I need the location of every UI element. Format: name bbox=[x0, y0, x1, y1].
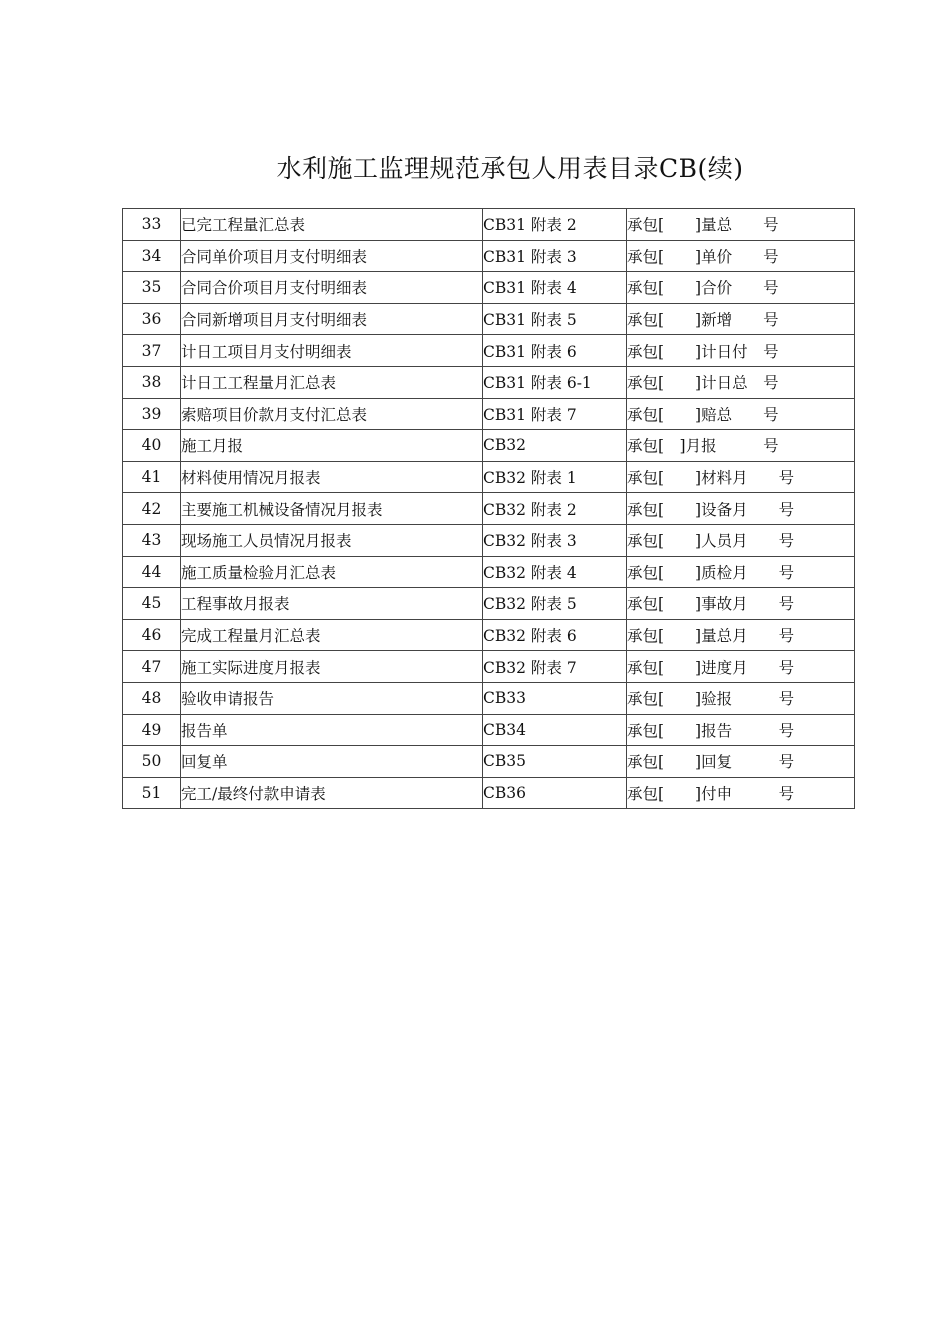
table-row bbox=[123, 209, 855, 241]
catalog-body bbox=[123, 209, 855, 809]
form-name: 材料使用情况月报表 bbox=[181, 461, 483, 493]
form-name: 合同合价项目月支付明细表 bbox=[181, 272, 483, 304]
form-name: 计日工项目月支付明细表 bbox=[181, 335, 483, 367]
row-number: 38 bbox=[123, 366, 181, 398]
form-name: 主要施工机械设备情况月报表 bbox=[181, 493, 483, 525]
row-number: 42 bbox=[123, 493, 181, 525]
table-row bbox=[123, 366, 855, 398]
row-number: 34 bbox=[123, 240, 181, 272]
form-code: CB32 附表 3 bbox=[483, 524, 627, 556]
table-row bbox=[123, 493, 855, 525]
table-row bbox=[123, 240, 855, 272]
form-name: 完成工程量月汇总表 bbox=[181, 619, 483, 651]
form-number-format: 承包[ ]报告 号 bbox=[627, 714, 855, 746]
form-name: 索赔项目价款月支付汇总表 bbox=[181, 398, 483, 430]
form-name: 合同单价项目月支付明细表 bbox=[181, 240, 483, 272]
table-row bbox=[123, 651, 855, 683]
table-row bbox=[123, 461, 855, 493]
table-row bbox=[123, 619, 855, 651]
form-number-format: 承包[ ]付申 号 bbox=[627, 777, 855, 809]
row-number: 33 bbox=[123, 209, 181, 241]
form-name: 已完工程量汇总表 bbox=[181, 209, 483, 241]
table-row bbox=[123, 714, 855, 746]
form-name: 计日工工程量月汇总表 bbox=[181, 366, 483, 398]
form-name: 现场施工人员情况月报表 bbox=[181, 524, 483, 556]
form-number-format: 承包[ ]进度月 号 bbox=[627, 651, 855, 683]
form-code: CB32 附表 5 bbox=[483, 588, 627, 620]
table-row bbox=[123, 777, 855, 809]
form-code: CB36 bbox=[483, 777, 627, 809]
table-row bbox=[123, 524, 855, 556]
form-code: CB34 bbox=[483, 714, 627, 746]
form-number-format: 承包[ ]质检月 号 bbox=[627, 556, 855, 588]
form-code: CB31 附表 2 bbox=[483, 209, 627, 241]
form-number-format: 承包[ ]材料月 号 bbox=[627, 461, 855, 493]
form-number-format: 承包[ ]计日付 号 bbox=[627, 335, 855, 367]
table-row bbox=[123, 303, 855, 335]
form-name: 完工/最终付款申请表 bbox=[181, 777, 483, 809]
form-code: CB31 附表 7 bbox=[483, 398, 627, 430]
form-code: CB31 附表 6-1 bbox=[483, 366, 627, 398]
row-number: 47 bbox=[123, 651, 181, 683]
row-number: 50 bbox=[123, 746, 181, 778]
form-number-format: 承包[ ]单价 号 bbox=[627, 240, 855, 272]
form-code: CB31 附表 5 bbox=[483, 303, 627, 335]
form-name: 合同新增项目月支付明细表 bbox=[181, 303, 483, 335]
form-code: CB32 附表 1 bbox=[483, 461, 627, 493]
row-number: 41 bbox=[123, 461, 181, 493]
table-row bbox=[123, 556, 855, 588]
form-code: CB31 附表 3 bbox=[483, 240, 627, 272]
form-code: CB32 附表 2 bbox=[483, 493, 627, 525]
form-name: 施工质量检验月汇总表 bbox=[181, 556, 483, 588]
form-name: 回复单 bbox=[181, 746, 483, 778]
form-code: CB33 bbox=[483, 682, 627, 714]
row-number: 51 bbox=[123, 777, 181, 809]
form-code: CB32 附表 6 bbox=[483, 619, 627, 651]
form-number-format: 承包[ ]验报 号 bbox=[627, 682, 855, 714]
table-row bbox=[123, 335, 855, 367]
form-code: CB32 bbox=[483, 430, 627, 462]
form-code: CB35 bbox=[483, 746, 627, 778]
form-number-format: 承包[ ]设备月 号 bbox=[627, 493, 855, 525]
form-number-format: 承包[ ]回复 号 bbox=[627, 746, 855, 778]
form-name: 施工月报 bbox=[181, 430, 483, 462]
table-row bbox=[123, 746, 855, 778]
table-row bbox=[123, 272, 855, 304]
form-number-format: 承包[ ]计日总 号 bbox=[627, 366, 855, 398]
form-number-format: 承包[ ]人员月 号 bbox=[627, 524, 855, 556]
table-row bbox=[123, 588, 855, 620]
row-number: 40 bbox=[123, 430, 181, 462]
form-number-format: 承包[ ]量总 号 bbox=[627, 209, 855, 241]
row-number: 45 bbox=[123, 588, 181, 620]
form-name: 验收申请报告 bbox=[181, 682, 483, 714]
row-number: 44 bbox=[123, 556, 181, 588]
table-row bbox=[123, 682, 855, 714]
table-row bbox=[123, 430, 855, 462]
row-number: 36 bbox=[123, 303, 181, 335]
form-catalog-table bbox=[122, 208, 855, 809]
row-number: 48 bbox=[123, 682, 181, 714]
form-name: 工程事故月报表 bbox=[181, 588, 483, 620]
form-code: CB31 附表 6 bbox=[483, 335, 627, 367]
row-number: 46 bbox=[123, 619, 181, 651]
row-number: 37 bbox=[123, 335, 181, 367]
form-number-format: 承包[ ]事故月 号 bbox=[627, 588, 855, 620]
row-number: 39 bbox=[123, 398, 181, 430]
form-number-format: 承包[ ]月报 号 bbox=[627, 430, 855, 462]
form-code: CB31 附表 4 bbox=[483, 272, 627, 304]
table-row bbox=[123, 398, 855, 430]
form-number-format: 承包[ ]新增 号 bbox=[627, 303, 855, 335]
row-number: 35 bbox=[123, 272, 181, 304]
form-name: 报告单 bbox=[181, 714, 483, 746]
form-name: 施工实际进度月报表 bbox=[181, 651, 483, 683]
form-number-format: 承包[ ]赔总 号 bbox=[627, 398, 855, 430]
row-number: 43 bbox=[123, 524, 181, 556]
form-number-format: 承包[ ]合价 号 bbox=[627, 272, 855, 304]
form-code: CB32 附表 7 bbox=[483, 651, 627, 683]
page-title: 水利施工监理规范承包人用表目录CB(续) bbox=[276, 154, 744, 183]
form-number-format: 承包[ ]量总月 号 bbox=[627, 619, 855, 651]
form-code: CB32 附表 4 bbox=[483, 556, 627, 588]
row-number: 49 bbox=[123, 714, 181, 746]
